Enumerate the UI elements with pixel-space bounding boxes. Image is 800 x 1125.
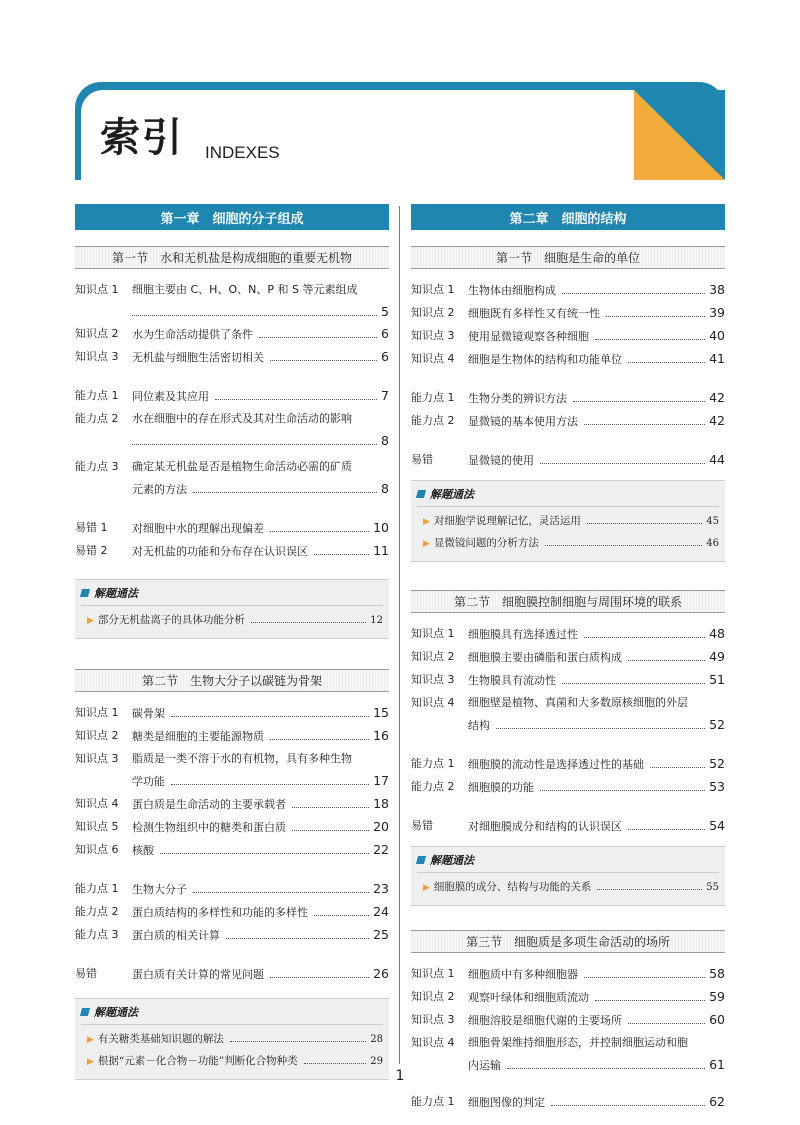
chapter-heading: 第一章 细胞的分子组成 <box>75 204 389 230</box>
method-box: 解题通法 ▶ 细胞膜的成分、结构与功能的关系 55 <box>411 846 725 906</box>
index-entry[interactable]: 知识点 3 脂质是一类不溶于水的有机物，具有多种生物 学功能 17 <box>75 752 389 788</box>
index-entry[interactable]: 知识点 3 使用显微镜观察各种细胞 40 <box>411 328 725 343</box>
method-box: 解题通法 ▶ 有关糖类基础知识题的解法 28 ▶ 根据“元素－化合物－功能”判断化合物种类 29 <box>75 998 389 1080</box>
index-entry[interactable]: 易错 对细胞膜成分和结构的认识误区 54 <box>411 818 725 833</box>
index-entry[interactable]: 知识点 3 生物膜具有流动性 51 <box>411 672 725 687</box>
chapter-heading: 第二章 细胞的结构 <box>411 204 725 230</box>
method-entry[interactable]: ▶ 细胞膜的成分、结构与功能的关系 55 <box>417 877 719 899</box>
index-entry[interactable]: 能力点 3 确定某无机盐是否是植物生命活动必需的矿质 元素的方法 8 <box>75 460 389 496</box>
index-entry[interactable]: 知识点 1 细胞膜具有选择透过性 48 <box>411 626 725 641</box>
index-entry[interactable]: 知识点 2 糖类是细胞的主要能源物质 16 <box>75 728 389 743</box>
index-entry[interactable]: 知识点 1 碳骨架 15 <box>75 705 389 720</box>
column-divider <box>399 206 400 1064</box>
box-marker-icon <box>80 1008 90 1016</box>
index-entry[interactable]: 知识点 4 蛋白质是生命活动的主要承载者 18 <box>75 796 389 811</box>
index-entry[interactable]: 知识点 2 细胞膜主要由磷脂和蛋白质构成 49 <box>411 649 725 664</box>
method-box: 解题通法 ▶ 部分无机盐离子的具体功能分析 12 <box>75 579 389 639</box>
right-column <box>411 204 725 1114</box>
method-box: 解题通法 ▶ 对细胞学说理解记忆，灵活运用 45 ▶ 显微镜问题的分析方法 46 <box>411 480 725 562</box>
index-entry[interactable]: 知识点 5 检测生物组织中的糖类和蛋白质 20 <box>75 819 389 834</box>
header-corner-decoration <box>634 90 725 180</box>
page-number: 1 <box>395 1068 405 1084</box>
index-entry[interactable]: 能力点 2 显微镜的基本使用方法 42 <box>411 413 725 428</box>
index-entry[interactable]: 知识点 2 观察叶绿体和细胞质流动 59 <box>411 989 725 1004</box>
triangle-bullet-icon: ▶ <box>423 517 430 527</box>
triangle-bullet-icon: ▶ <box>87 1035 94 1045</box>
index-entry[interactable]: 知识点 1 细胞质中有多种细胞器 58 <box>411 966 725 981</box>
index-entry[interactable]: 知识点 1 生物体由细胞构成 38 <box>411 282 725 297</box>
index-entry[interactable]: 知识点 4 细胞是生物体的结构和功能单位 41 <box>411 351 725 366</box>
index-entry[interactable]: 知识点 1 细胞主要由 C、H、O、N、P 和 S 等元素组成 5 <box>75 283 389 319</box>
page-title: 索引 <box>100 115 184 161</box>
section-heading: 第一节 水和无机盐是构成细胞的重要无机物 <box>75 246 389 269</box>
triangle-bullet-icon: ▶ <box>423 539 430 549</box>
box-marker-icon <box>416 490 426 498</box>
section-heading: 第二节 细胞膜控制细胞与周围环境的联系 <box>411 590 725 613</box>
index-entry[interactable]: 能力点 3 蛋白质的相关计算 25 <box>75 927 389 942</box>
index-entry[interactable]: 能力点 1 同位素及其应用 7 <box>75 388 389 403</box>
index-entry[interactable]: 能力点 2 水在细胞中的存在形式及其对生命活动的影响 8 <box>75 412 389 448</box>
method-entry[interactable]: ▶ 对细胞学说理解记忆，灵活运用 45 <box>417 511 719 533</box>
index-entry[interactable]: 能力点 2 细胞膜的功能 53 <box>411 779 725 794</box>
index-entry[interactable]: 能力点 1 细胞图像的判定 62 <box>411 1094 725 1109</box>
box-marker-icon <box>80 589 90 597</box>
index-entry[interactable]: 知识点 3 细胞溶胶是细胞代谢的主要场所 60 <box>411 1012 725 1027</box>
method-entry[interactable]: ▶ 部分无机盐离子的具体功能分析 12 <box>81 610 383 632</box>
index-entry[interactable]: 能力点 2 蛋白质结构的多样性和功能的多样性 24 <box>75 904 389 919</box>
triangle-bullet-icon: ▶ <box>87 1057 94 1067</box>
method-entry[interactable]: ▶ 有关糖类基础知识题的解法 28 <box>81 1029 383 1051</box>
section-heading: 第二节 生物大分子以碳链为骨架 <box>75 669 389 692</box>
index-entry[interactable]: 易错 1 对细胞中水的理解出现偏差 10 <box>75 520 389 535</box>
method-entry[interactable]: ▶ 根据“元素－化合物－功能”判断化合物种类 29 <box>81 1051 383 1073</box>
method-entry[interactable]: ▶ 显微镜问题的分析方法 46 <box>417 533 719 555</box>
index-entry[interactable]: 能力点 1 生物大分子 23 <box>75 881 389 896</box>
index-entry[interactable]: 能力点 1 生物分类的辨识方法 42 <box>411 390 725 405</box>
index-entry[interactable]: 易错 2 对无机盐的功能和分布存在认识误区 11 <box>75 543 389 558</box>
box-marker-icon <box>416 856 426 864</box>
index-entry[interactable]: 知识点 3 无机盐与细胞生活密切相关 6 <box>75 349 389 364</box>
page-subtitle: INDEXES <box>205 143 280 162</box>
index-entry[interactable]: 知识点 4 细胞壁是植物、真菌和大多数原核细胞的外层 结构 52 <box>411 696 725 732</box>
index-entry[interactable]: 知识点 2 细胞既有多样性又有统一性 39 <box>411 305 725 320</box>
index-entry[interactable]: 易错 蛋白质有关计算的常见问题 26 <box>75 966 389 981</box>
section-heading: 第一节 细胞是生命的单位 <box>411 246 725 269</box>
index-entry[interactable]: 能力点 1 细胞膜的流动性是选择透过性的基础 52 <box>411 756 725 771</box>
triangle-bullet-icon: ▶ <box>423 883 430 893</box>
index-entry[interactable]: 知识点 6 核酸 22 <box>75 842 389 857</box>
section-heading: 第三节 细胞质是多项生命活动的场所 <box>411 930 725 953</box>
triangle-bullet-icon: ▶ <box>87 616 94 626</box>
index-entry[interactable]: 知识点 4 细胞骨架维持细胞形态，并控制细胞运动和胞 内运输 61 <box>411 1036 725 1072</box>
left-column <box>75 204 389 1080</box>
index-entry[interactable]: 知识点 2 水为生命活动提供了条件 6 <box>75 326 389 341</box>
index-entry[interactable]: 易错 显微镜的使用 44 <box>411 452 725 467</box>
